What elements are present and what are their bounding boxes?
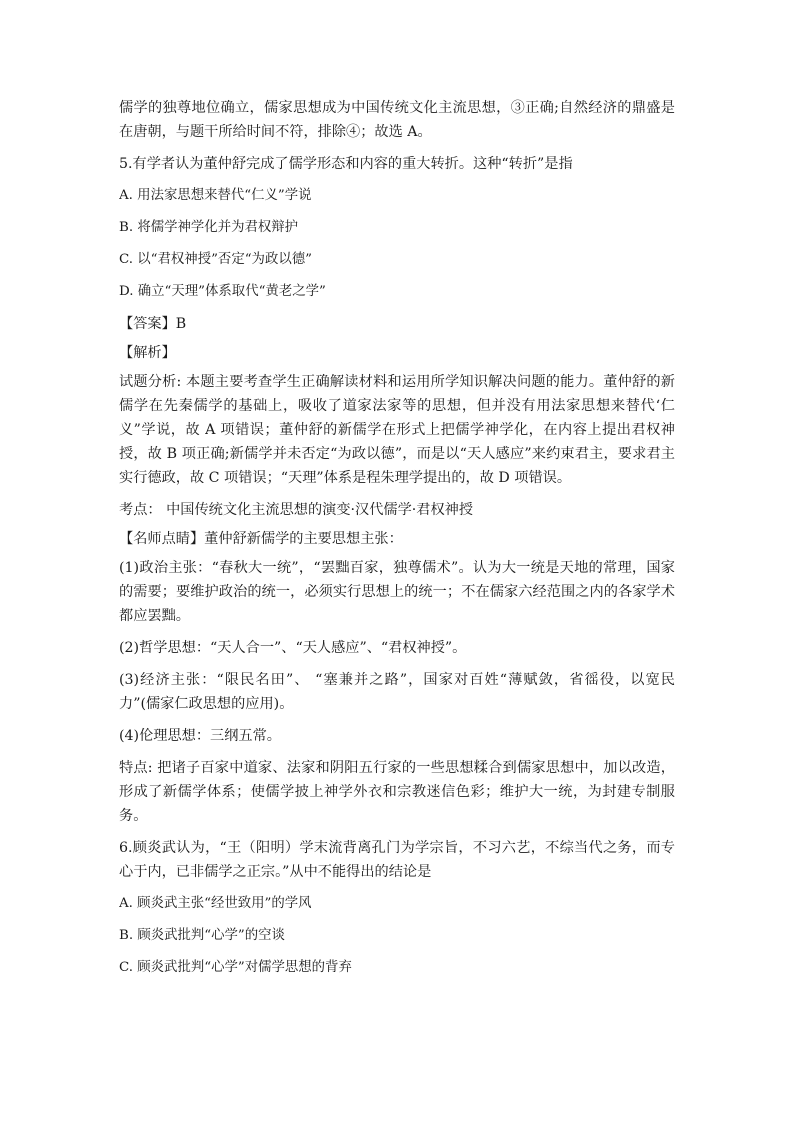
question6-option-b: B. 顾炎武批判“心学”的空谈 — [119, 928, 285, 943]
question5-option-b: B. 将儒学神学化并为君权辩护 — [119, 220, 299, 235]
question5-analysis-heading: 【解析】 — [119, 345, 176, 361]
question6-option-a: A. 顾炎武主张“经世致用”的学风 — [119, 896, 312, 911]
question5-kaodian: 考点： 中国传统文化主流思想的演变·汉代儒学·君权神授 — [119, 502, 474, 518]
question5-tedian: 特点: 把诸子百家中道家、法家和阴阳五行家的一些思想糅合到儒家思想中，加以改造，形成了新儒学体系；使儒学披上神学外衣和宗教迷信色彩；维护大一统，为封建专制服务。 — [119, 760, 675, 824]
question6-option-c: C. 顾炎武批判“心学”对儒学思想的背弃 — [119, 960, 352, 975]
question5-point-1: (1)政治主张：“春秋大一统”，“罢黜百家，独尊儒术”。认为大一统是天地的常理，国家的需要；要维护政治的统一，必须实行思想上的统一；不在儒家六经范围之内的各家学术都应罢黜。 — [119, 560, 675, 624]
question5-stem: 5.有学者认为董仲舒完成了儒学形态和内容的重大转折。这种“转折”是指 — [119, 156, 573, 172]
document-page — [119, 96, 675, 988]
question5-option-d: D. 确立“天理”体系取代“黄老之学” — [119, 284, 326, 299]
question5-answer: 【答案】B — [119, 316, 187, 332]
intro-paragraph: 儒学的独尊地位确立，儒家思想成为中国传统文化主流思想，③正确;自然经济的鼎盛是在唐朝，与题干所给时间不符，排除④；故选 A。 — [119, 100, 675, 140]
question5-mingshi-heading: 【名师点睛】董仲舒新儒学的主要思想主张： — [119, 531, 403, 547]
question5-option-a: A. 用法家思想来替代“仁义”学说 — [119, 188, 312, 203]
question5-analysis: 试题分析: 本题主要考查学生正确解读材料和运用所学知识解决问题的能力。董仲舒的新儒学在先秦儒学的基础上，吸收了道家法家等的思想，但并没有用法家思想来替代‘仁义”学说，故 A 项错误；董仲舒的新儒学在形式上把儒学神学化，在内容上提出君权神授，故 B 项正确;新儒学并未否定“为政以德”，而是以“天人感应”来约束君主，要求君主实行德政，故 C 项错误；“天理”体系是程朱理学提出的，故 D 项错误。 — [119, 374, 675, 486]
question5-point-4: (4)伦理思想：三纲五常。 — [119, 728, 281, 744]
question6-stem: 6.顾炎武认为，“王（阳明）学末流背离孔门为学宗旨，不习六艺，不综当代之务，而专心于内，已非儒学之正宗。”从中不能得出的结论是 — [119, 840, 675, 880]
question5-option-c: C. 以“君权神授”否定“为政以德” — [119, 252, 312, 267]
question5-point-3: (3)经济主张：“限民名田”、 “塞兼并之路”，国家对百姓“薄赋敛，省徭役，以宽民力”(儒家仁政思想的应用)。 — [119, 672, 675, 712]
question5-point-2: (2)哲学思想：“天人合一”、“天人感应”、“君权神授”。 — [119, 640, 467, 656]
